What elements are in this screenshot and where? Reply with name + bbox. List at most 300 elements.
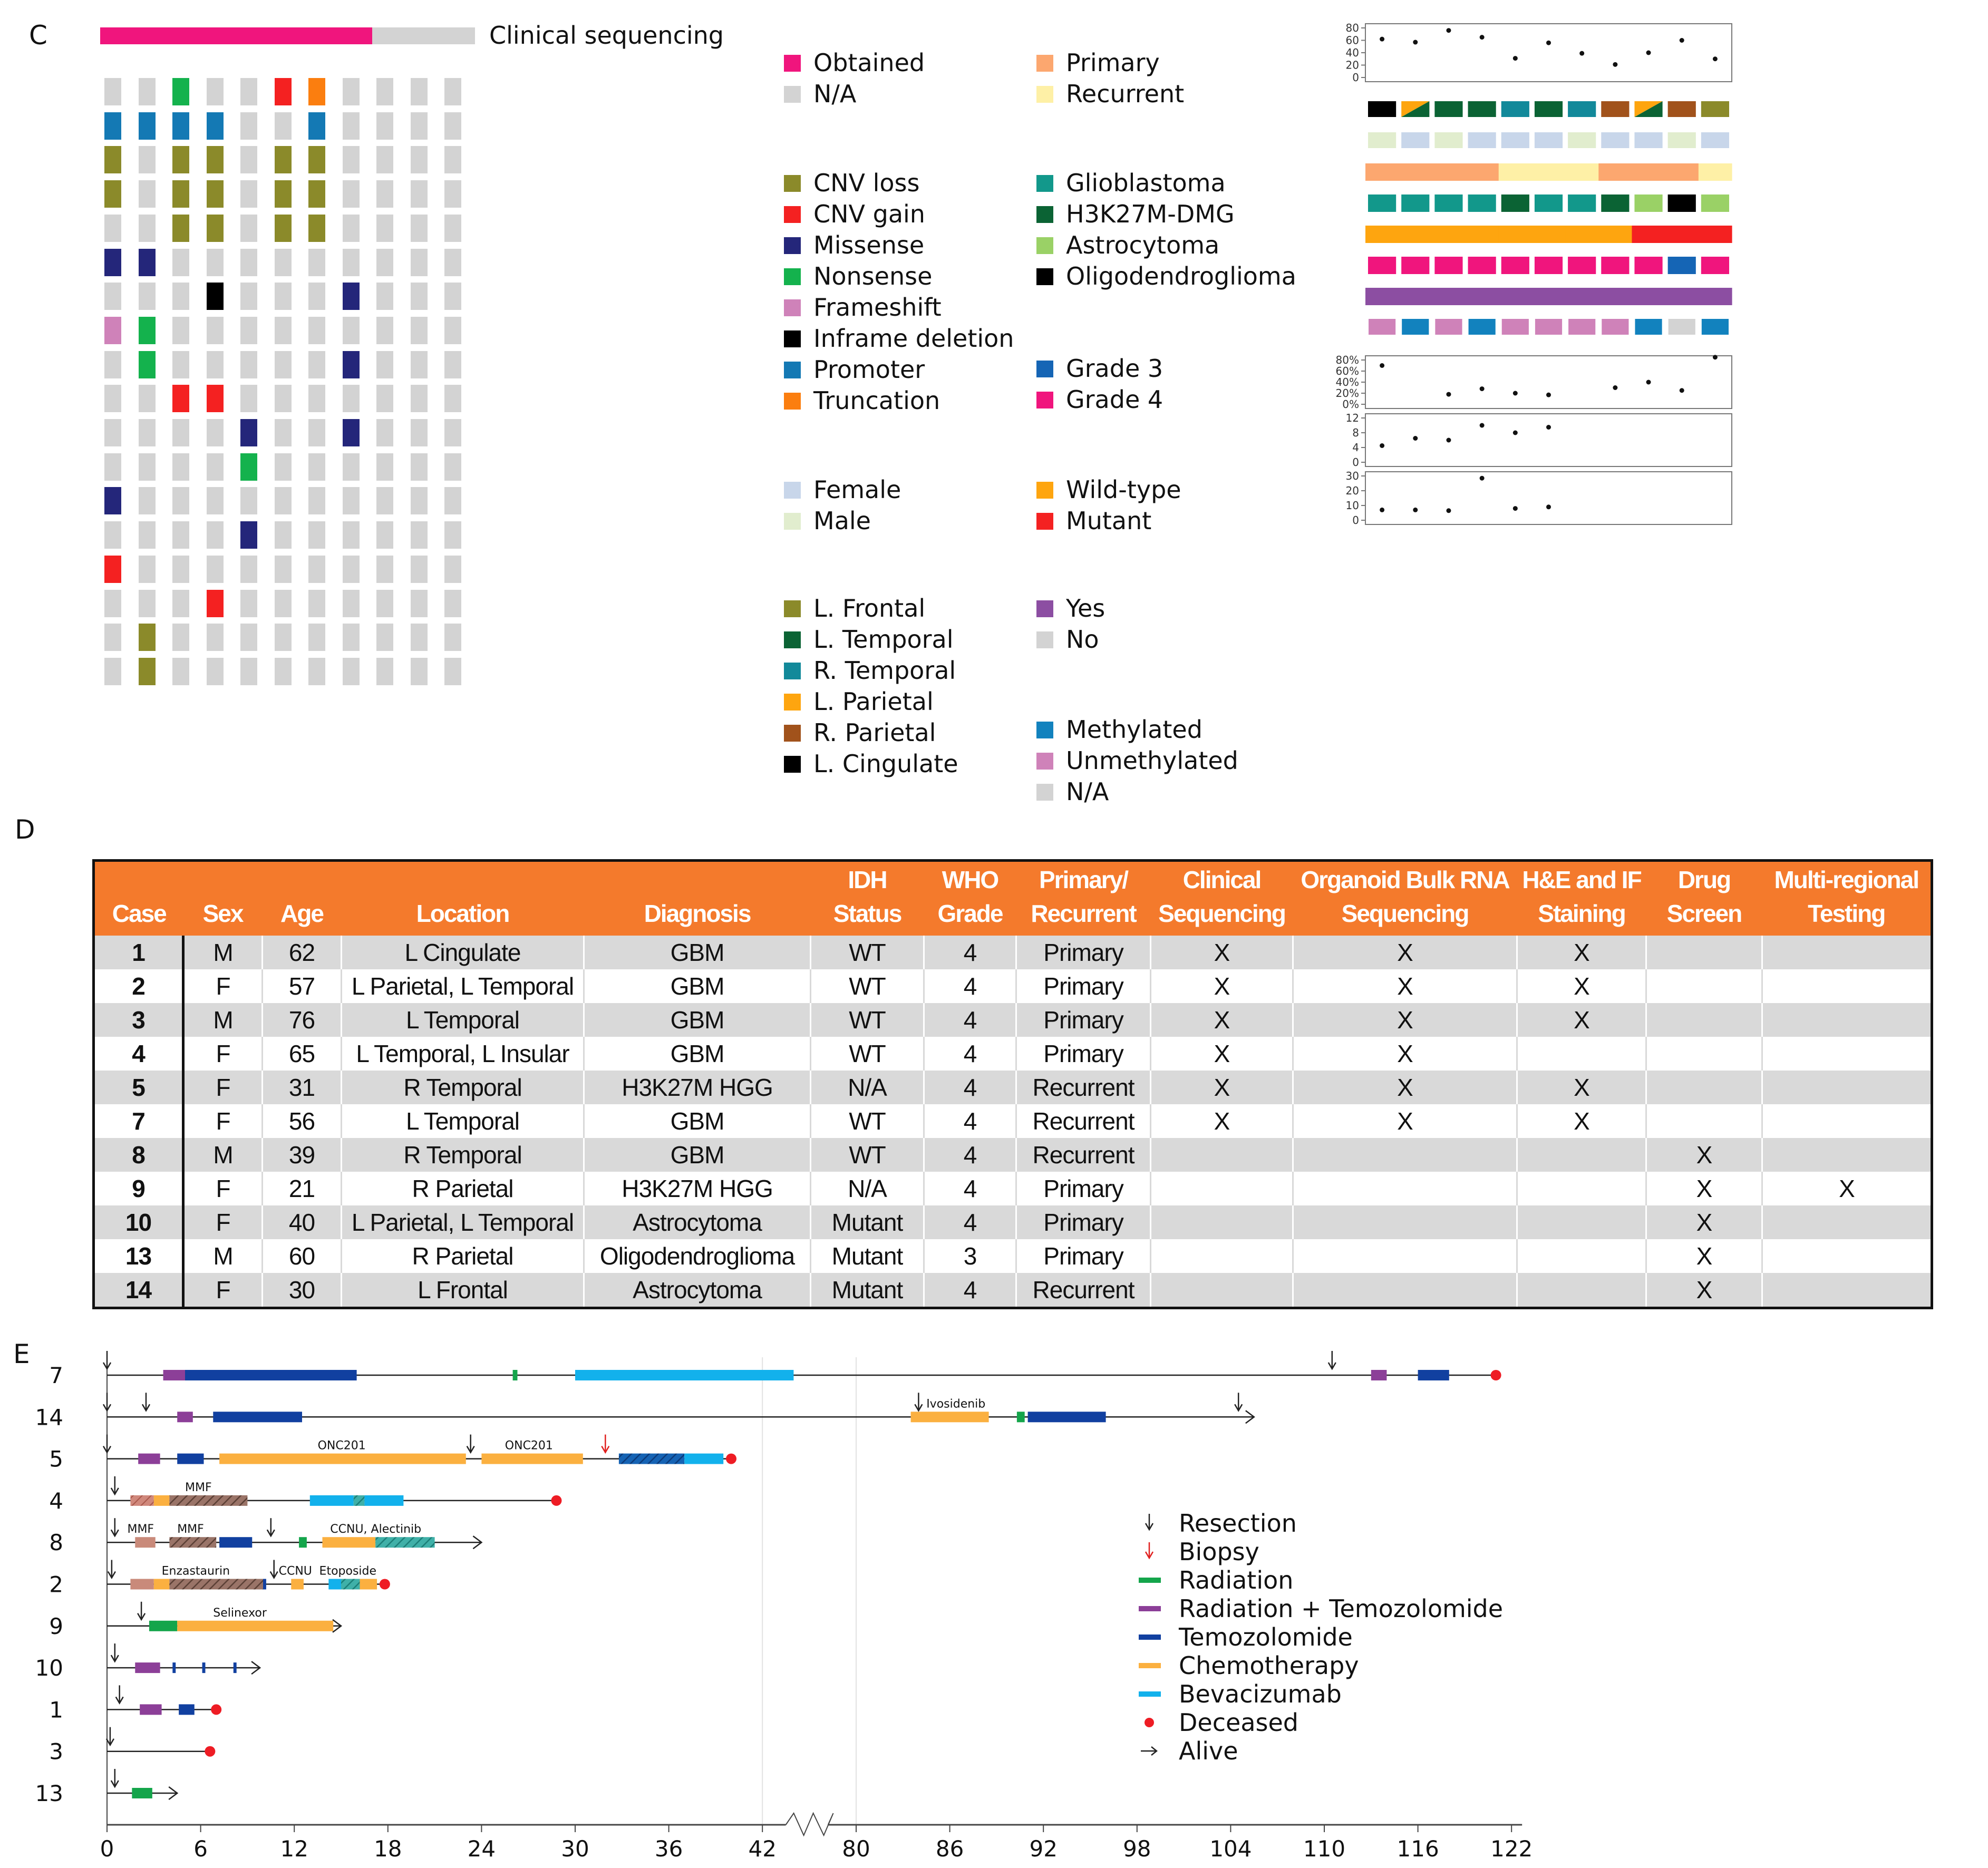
oncoprint-cell — [104, 521, 121, 549]
table-cell: F — [183, 1172, 263, 1205]
x-tick-label: 12 — [280, 1836, 308, 1862]
oncoprint-cell — [308, 419, 325, 446]
treatment-segment — [619, 1454, 684, 1464]
table-cell: X — [1646, 1172, 1762, 1205]
timeline-legend-label: Radiation + Temozolomide — [1179, 1594, 1504, 1623]
sequencing-cell — [304, 27, 339, 44]
oncoprint-cell — [275, 146, 292, 173]
table-cell: 31 — [263, 1071, 342, 1104]
treatment-segment — [202, 1662, 206, 1673]
oncoprint-cell — [376, 419, 393, 446]
treatment-label: Ivosidenib — [926, 1397, 986, 1411]
oncoprint-cell — [139, 453, 156, 481]
header-line-1: Drug — [1677, 866, 1731, 893]
table-cell: X — [1646, 1138, 1762, 1172]
oncoprint-cell — [104, 249, 121, 276]
oncoprint-cell — [444, 180, 461, 208]
treatment-segment — [328, 1579, 341, 1590]
treatment-segment — [132, 1788, 152, 1798]
row-case-label: 1 — [49, 1697, 63, 1723]
oncoprint-cell — [376, 590, 393, 617]
table-cell: R Parietal — [342, 1239, 584, 1273]
header-line-1: Multi-regional — [1774, 866, 1919, 893]
legend-label: Promoter — [813, 355, 925, 384]
table-cell: GBM — [584, 969, 811, 1003]
clinical-sequencing-label: Clinical sequencing — [489, 21, 724, 50]
legend-label: Yes — [1066, 594, 1105, 622]
oncoprint-cell — [308, 658, 325, 685]
x-tick-label: 80 — [842, 1836, 870, 1862]
row-case-label: 4 — [49, 1487, 63, 1514]
treatment-segment — [185, 1370, 357, 1380]
oncoprint-cell — [411, 624, 428, 651]
legend-item — [784, 170, 919, 196]
oncoprint-cell — [275, 215, 292, 242]
treatment-label: CCNU — [278, 1564, 312, 1578]
oncoprint-cell — [444, 146, 461, 173]
oncoprint-cell — [104, 658, 121, 685]
legend-item — [784, 326, 1014, 351]
table-cell: F — [183, 1071, 263, 1104]
table-cell: 21 — [263, 1172, 342, 1205]
treatment-segment — [513, 1370, 518, 1380]
legend-swatch — [1036, 753, 1053, 770]
table-cell: F — [183, 1104, 263, 1138]
deceased-dot — [1491, 1370, 1501, 1380]
table-cell: 4 — [924, 1273, 1016, 1308]
deceased-dot — [726, 1454, 736, 1464]
treatment-segment — [575, 1370, 793, 1380]
oncoprint-cell — [275, 556, 292, 583]
row-case-label: 7 — [49, 1363, 63, 1388]
table-cell: H3K27M HGG — [584, 1172, 811, 1205]
legend-swatch — [784, 631, 801, 648]
oncoprint-cell — [411, 283, 428, 310]
oncoprint-cell — [207, 419, 224, 446]
oncoprint-cell — [275, 658, 292, 685]
legend-item — [784, 388, 940, 413]
treatment-segment — [149, 1621, 177, 1631]
treatment-segment — [219, 1454, 466, 1464]
oncoprint-cell — [104, 180, 121, 208]
oncoprint-cell — [275, 283, 292, 310]
legend-item — [1036, 387, 1163, 412]
legend-swatch — [784, 86, 801, 103]
table-cell: X — [1517, 1071, 1646, 1104]
age-tick: 20 — [1345, 59, 1359, 72]
legend-item — [784, 232, 924, 258]
oncoprint-cell — [207, 658, 224, 685]
oncoprint-cell — [275, 78, 292, 105]
legend-label: Female — [813, 475, 901, 504]
table-cell: N/A — [811, 1172, 924, 1205]
x-tick-label: 104 — [1209, 1836, 1252, 1862]
legend-item — [1036, 508, 1151, 533]
legend-label: Mutant — [1066, 507, 1152, 535]
legend-item — [1036, 356, 1163, 381]
oncoprint-cell — [308, 556, 325, 583]
legend-swatch — [1036, 722, 1053, 738]
header-line-2: Sequencing — [1158, 900, 1285, 927]
table-cell: WT — [811, 1037, 924, 1071]
treatment-segment — [375, 1537, 434, 1548]
legend-label: Frameshift — [813, 293, 942, 322]
oncoprint-cell — [411, 112, 428, 140]
treatment-segment — [481, 1454, 583, 1464]
oncoprint-cell — [343, 658, 360, 685]
oncoprint-cell — [104, 215, 121, 242]
legend-item — [784, 477, 901, 502]
oncoprint-cell — [376, 453, 393, 481]
sequencing-cell — [406, 27, 441, 44]
treatment-segment — [140, 1704, 161, 1715]
legend-swatch — [784, 513, 801, 530]
legend-swatch — [1036, 268, 1053, 285]
oncoprint-cell — [376, 215, 393, 242]
table-cell: X — [1151, 1037, 1293, 1071]
x-tick-label: 0 — [100, 1836, 114, 1862]
oncoprint-cell — [240, 249, 257, 276]
table-cell: X — [1517, 969, 1646, 1003]
legend-item — [1036, 596, 1105, 621]
table-cell: Mutant — [811, 1205, 924, 1239]
oncoprint-cell — [343, 521, 360, 549]
row-case-label: 9 — [49, 1613, 63, 1639]
legend-swatch — [784, 237, 801, 254]
oncoprint-cell — [240, 112, 257, 140]
treatment-segment — [1028, 1412, 1106, 1422]
oncoprint-cell — [308, 283, 325, 310]
x-tick-label: 86 — [935, 1836, 964, 1862]
oncoprint-cell — [308, 453, 325, 481]
table-cell: X — [1151, 969, 1293, 1003]
table-cell: 4 — [924, 936, 1016, 969]
oncoprint-cell — [411, 146, 428, 173]
oncoprint-cell — [343, 385, 360, 412]
oncoprint-cell — [308, 317, 325, 344]
oncoprint-cell — [308, 487, 325, 514]
legend-swatch — [784, 600, 801, 617]
table-cell: GBM — [584, 1037, 811, 1071]
oncoprint-cell — [343, 146, 360, 173]
table-cell: 4 — [924, 969, 1016, 1003]
oncoprint-cell — [308, 624, 325, 651]
treatment-segment — [1418, 1370, 1449, 1380]
header-line-2: Case — [112, 900, 166, 927]
oncoprint-cell — [376, 317, 393, 344]
legend-swatch — [784, 694, 801, 711]
legend-item — [784, 689, 934, 714]
axis-break — [786, 1813, 833, 1835]
header-line-2: Age — [280, 900, 323, 927]
table-cell: Primary — [1016, 1239, 1151, 1273]
oncoprint-cell — [207, 78, 224, 105]
oncoprint-cell — [207, 521, 224, 549]
oncoprint-cell — [275, 249, 292, 276]
oncoprint-cell — [139, 78, 156, 105]
table-cell: Recurrent — [1016, 1138, 1151, 1172]
treatment-segment — [360, 1579, 377, 1590]
legend-symbol — [1139, 1635, 1161, 1640]
oncoprint-cell — [376, 351, 393, 378]
legend-label: Unmethylated — [1066, 746, 1238, 775]
legend-item — [1036, 50, 1160, 75]
treatment-segment — [135, 1537, 155, 1548]
header-line-2: Location — [416, 900, 509, 927]
table-cell: 60 — [263, 1239, 342, 1273]
table-cell: H3K27M HGG — [584, 1071, 811, 1104]
header-line-1: WHO — [942, 866, 998, 893]
panel-e-letter: E — [13, 1339, 30, 1369]
oncoprint-cell — [139, 487, 156, 514]
oncoprint-cell — [376, 283, 393, 310]
treatment-segment — [219, 1537, 252, 1548]
oncoprint-cell — [308, 385, 325, 412]
header-line-1: Clinical — [1182, 866, 1261, 893]
oncoprint-cell — [139, 249, 156, 276]
oncoprint-cell — [104, 453, 121, 481]
oncoprint-cell — [444, 521, 461, 549]
legend-item — [1036, 201, 1235, 227]
table-cell: Oligodendroglioma — [584, 1239, 811, 1273]
legend-swatch — [1036, 513, 1053, 530]
table-cell: 39 — [263, 1138, 342, 1172]
timeline-legend-label: Deceased — [1179, 1708, 1298, 1737]
legend-item — [784, 264, 932, 289]
legend-swatch — [784, 756, 801, 773]
age-tick: 40 — [1345, 46, 1359, 59]
oncoprint-cell — [444, 487, 461, 514]
oncoprint-cell — [172, 146, 189, 173]
x-tick-label: 92 — [1029, 1836, 1058, 1862]
table-cell: Mutant — [811, 1273, 924, 1308]
table-cell: 4 — [924, 1172, 1016, 1205]
oncoprint-cell — [207, 487, 224, 514]
oncoprint-cell — [207, 146, 224, 173]
pfs-tick: 0 — [1352, 456, 1359, 469]
legend-label: No — [1066, 625, 1099, 654]
table-cell: X — [1151, 1003, 1293, 1037]
legend-item — [1036, 717, 1203, 742]
pfs-tick: 8 — [1352, 426, 1359, 439]
legend-label: Wild-type — [1066, 475, 1181, 504]
table-cell: L Parietal, L Temporal — [342, 1205, 584, 1239]
oncoprint-cell — [376, 658, 393, 685]
oncoprint-cell — [411, 556, 428, 583]
table-cell: M — [183, 1003, 263, 1037]
table-cell: 65 — [263, 1037, 342, 1071]
sequencing-cell — [440, 27, 475, 44]
oncoprint-cell — [376, 146, 393, 173]
legend-item — [784, 357, 925, 382]
oncoprint-cell — [207, 112, 224, 140]
table-cell: X — [1646, 1239, 1762, 1273]
x-tick-label: 24 — [467, 1836, 496, 1862]
treatment-label: MMF — [127, 1523, 154, 1536]
legend-swatch — [784, 663, 801, 679]
table-cell: 62 — [263, 936, 342, 969]
table-cell: L Temporal, L Insular — [342, 1037, 584, 1071]
oncoprint-cell — [411, 317, 428, 344]
treatment-label: MMF — [177, 1523, 204, 1536]
row-case-label: 3 — [49, 1738, 63, 1765]
oncoprint-cell — [139, 180, 156, 208]
table-cell: 2 — [94, 969, 183, 1003]
oncoprint-cell — [139, 521, 156, 549]
treatment-label: CCNU, Alectinib — [330, 1523, 422, 1536]
table-cell: Primary — [1016, 936, 1151, 969]
table-cell: F — [183, 969, 263, 1003]
legend-swatch — [784, 206, 801, 223]
oncoprint-cell — [376, 487, 393, 514]
deceased-dot — [380, 1579, 390, 1590]
oncoprint-cell — [444, 283, 461, 310]
oncoprint-cell — [104, 556, 121, 583]
row-case-label: 14 — [35, 1404, 63, 1431]
legend-item — [1036, 232, 1219, 258]
oncoprint-cell — [172, 556, 189, 583]
deceased-dot — [211, 1704, 221, 1715]
oncoprint-cell — [411, 180, 428, 208]
oncoprint-cell — [240, 215, 257, 242]
oncoprint-cell — [139, 283, 156, 310]
legend-swatch — [1036, 784, 1053, 801]
x-tick-label: 122 — [1490, 1836, 1533, 1862]
treatment-segment — [154, 1495, 170, 1506]
treatment-segment — [135, 1662, 160, 1673]
oncoprint-cell — [444, 556, 461, 583]
oncoprint-cell — [240, 453, 257, 481]
oncoprint-cell — [172, 215, 189, 242]
treatment-segment — [354, 1495, 365, 1506]
table-cell: Astrocytoma — [584, 1273, 811, 1308]
treatment-segment — [299, 1537, 307, 1548]
x-tick-label: 30 — [561, 1836, 589, 1862]
treatment-segment — [179, 1704, 195, 1715]
table-cell: N/A — [811, 1071, 924, 1104]
table-cell: Primary — [1016, 1172, 1151, 1205]
oncoprint-cell — [240, 419, 257, 446]
oncoprint-cell — [376, 78, 393, 105]
treatment-segment — [130, 1495, 153, 1506]
legend-swatch — [1036, 600, 1053, 617]
oncoprint-cell — [104, 487, 121, 514]
oncoprint-cell — [172, 78, 189, 105]
treatment-segment — [1017, 1412, 1025, 1422]
oncoprint-cell — [104, 317, 121, 344]
oncoprint-cell — [308, 590, 325, 617]
legend-swatch — [784, 55, 801, 72]
oncoprint-cell — [308, 180, 325, 208]
oncoprint-cell — [343, 78, 360, 105]
oncoprint-cell — [411, 385, 428, 412]
treatment-segment — [291, 1579, 304, 1590]
oncoprint-cell — [240, 146, 257, 173]
x-tick-label: 42 — [748, 1836, 777, 1862]
table-cell: Astrocytoma — [584, 1205, 811, 1239]
oncoprint-cell — [308, 146, 325, 173]
oncoprint-cell — [104, 419, 121, 446]
sequencing-cell — [134, 27, 169, 44]
header-line-1: Organoid Bulk RNA — [1301, 866, 1509, 893]
table-cell: 30 — [263, 1273, 342, 1308]
table-cell: R Parietal — [342, 1172, 584, 1205]
timeline-legend-label: Radiation — [1179, 1566, 1294, 1594]
header-line-1: IDH — [848, 866, 887, 893]
oncoprint-cell — [343, 453, 360, 481]
legend-swatch — [1036, 55, 1053, 72]
treatment-segment — [341, 1579, 360, 1590]
legend-label: Methylated — [1066, 715, 1203, 744]
oncoprint-cell — [172, 112, 189, 140]
legend-item — [784, 596, 925, 621]
table-cell: GBM — [584, 1003, 811, 1037]
oncoprint-cell — [104, 78, 121, 105]
legend-label: L. Frontal — [813, 594, 926, 622]
treatment-segment — [234, 1662, 237, 1673]
table-cell: 56 — [263, 1104, 342, 1138]
oncoprint-cell — [343, 556, 360, 583]
oncoprint-cell — [240, 487, 257, 514]
legend-label: Astrocytoma — [1066, 231, 1220, 259]
table-cell: X — [1293, 969, 1517, 1003]
legend-swatch — [1036, 482, 1053, 499]
table-cell: 40 — [263, 1205, 342, 1239]
os-tick: 0 — [1352, 514, 1359, 527]
sequencing-cell — [202, 27, 237, 44]
legend-item — [784, 81, 856, 106]
table-cell: X — [1151, 936, 1293, 969]
ki67-tick: 80% — [1335, 354, 1359, 366]
table-cell: L Temporal — [342, 1003, 584, 1037]
oncoprint-cell — [172, 624, 189, 651]
oncoprint-cell — [444, 453, 461, 481]
sequencing-cell — [270, 27, 305, 44]
legend-swatch — [784, 299, 801, 316]
table-cell: WT — [811, 969, 924, 1003]
legend-symbol — [1139, 1691, 1161, 1697]
table-cell: 10 — [94, 1205, 183, 1239]
oncoprint-cell — [343, 351, 360, 378]
legend-label: Missense — [813, 231, 925, 259]
oncoprint-cell — [444, 215, 461, 242]
treatment-segment — [169, 1537, 216, 1548]
legend-item — [1036, 81, 1184, 106]
ki67-tick: 60% — [1335, 365, 1359, 377]
oncoprint-cell — [444, 351, 461, 378]
table-cell: X — [1293, 1003, 1517, 1037]
oncoprint-cell — [275, 351, 292, 378]
treatment-label: Etoposide — [319, 1564, 377, 1578]
legend-label: Obtained — [813, 48, 925, 77]
legend-swatch — [784, 725, 801, 742]
table-cell: R Temporal — [342, 1071, 584, 1104]
legend-label: Truncation — [813, 386, 940, 415]
oncoprint-cell — [376, 180, 393, 208]
oncoprint-cell — [376, 385, 393, 412]
oncoprint-cell — [308, 78, 325, 105]
oncoprint-cell — [411, 249, 428, 276]
legend-label: R. Parietal — [813, 718, 936, 747]
legend-swatch — [1036, 392, 1053, 408]
oncoprint-cell — [240, 317, 257, 344]
treatment-segment — [177, 1412, 193, 1422]
oncoprint-cell — [343, 215, 360, 242]
treatment-label: MMF — [185, 1481, 212, 1494]
treatment-segment — [169, 1495, 247, 1506]
oncoprint-cell — [343, 180, 360, 208]
oncoprint-cell — [172, 385, 189, 412]
